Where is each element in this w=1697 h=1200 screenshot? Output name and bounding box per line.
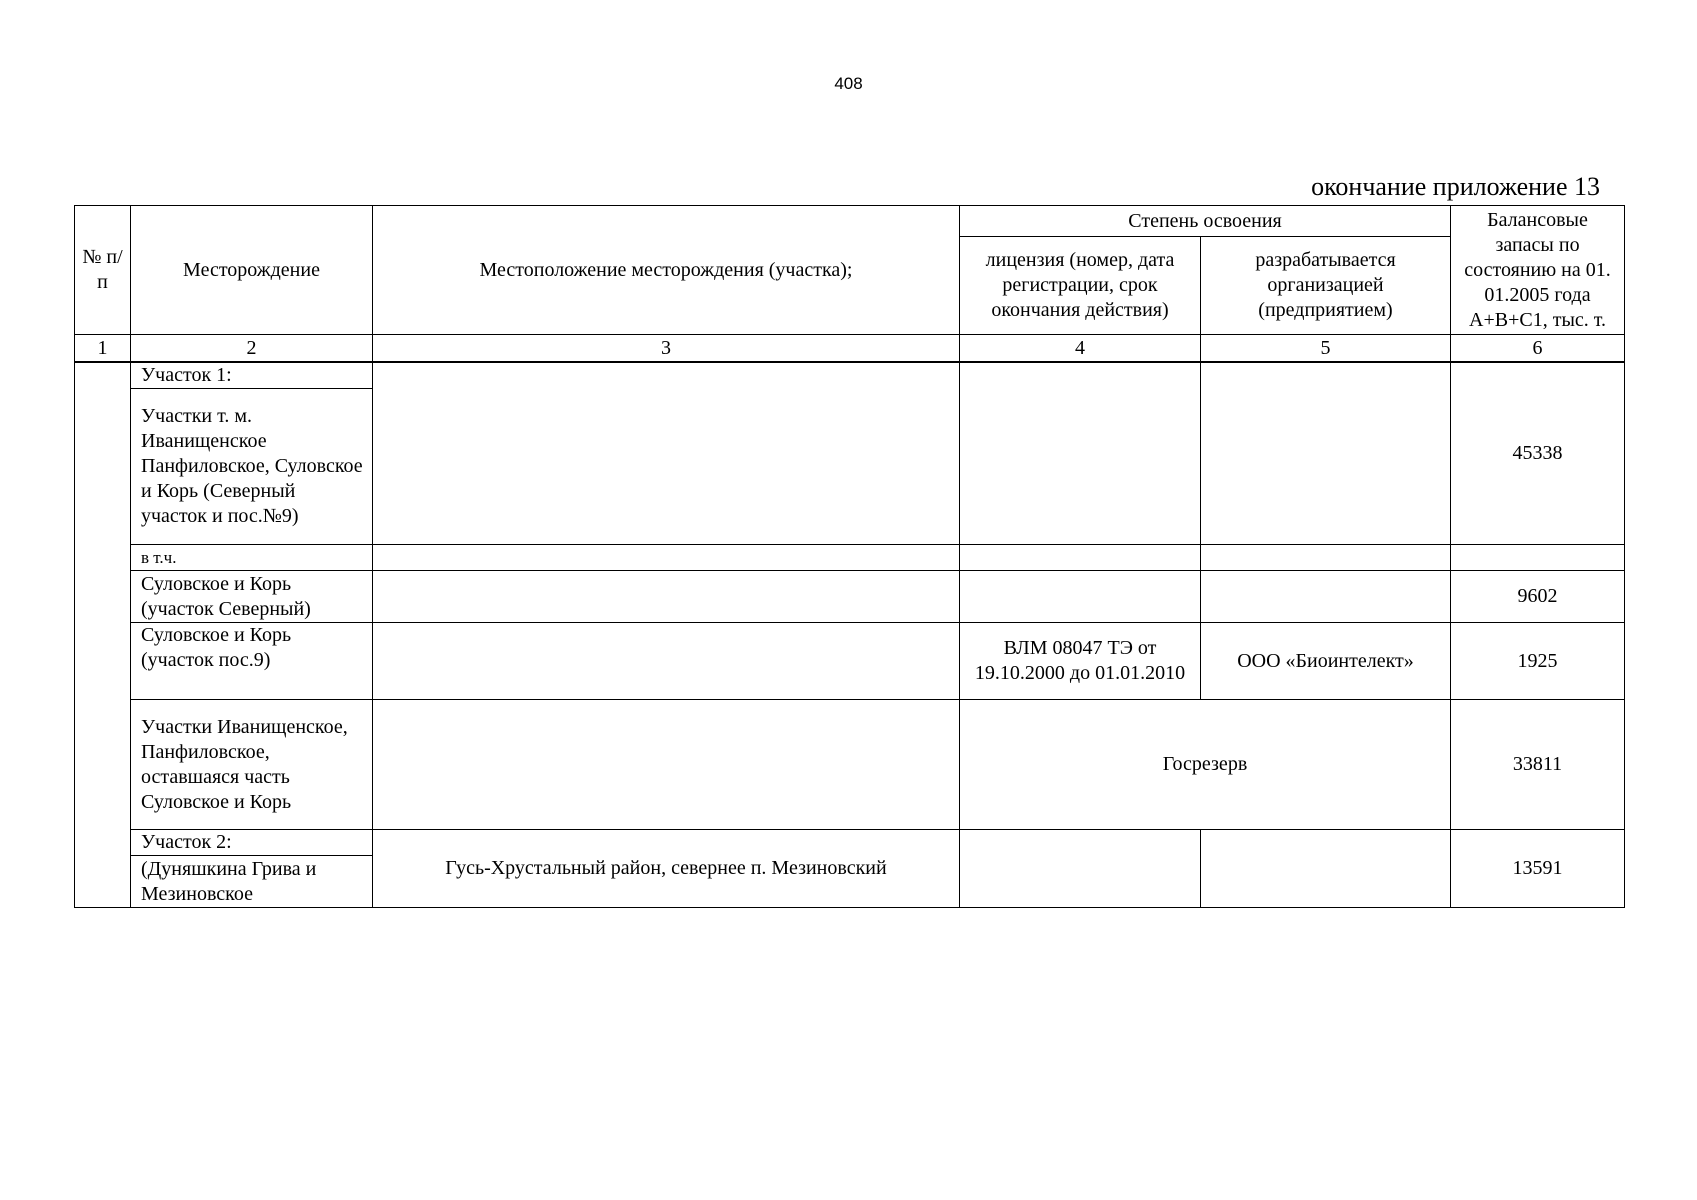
cell-location-empty xyxy=(373,362,960,545)
column-number: 5 xyxy=(1201,335,1451,363)
cell-num-empty xyxy=(75,362,131,908)
column-numbers-row xyxy=(75,335,1625,363)
table-row xyxy=(75,830,1625,856)
table-row xyxy=(75,545,1625,571)
page-number: 408 xyxy=(834,74,863,93)
header-num: № п/п xyxy=(75,206,131,335)
column-number: 3 xyxy=(373,335,960,363)
cell-deposit: Участки Иванищенское, Панфиловское, оставшаяся часть Суловское и Корь xyxy=(131,700,373,830)
cell-license-empty xyxy=(960,545,1201,571)
cell-reserves: 1925 xyxy=(1451,623,1625,700)
cell-location-empty xyxy=(373,545,960,571)
reserves-table xyxy=(74,205,1625,908)
cell-deposit: Участок 2: xyxy=(131,830,373,856)
cell-status: Госрезерв xyxy=(960,700,1451,830)
column-number: 2 xyxy=(131,335,373,363)
cell-deposit: Суловское и Корь (участок Северный) xyxy=(131,571,373,623)
table-row xyxy=(75,623,1625,700)
cell-location-empty xyxy=(373,700,960,830)
header-developer: разрабатывается организацией (предприятием) xyxy=(1201,237,1451,335)
table-row xyxy=(75,571,1625,623)
column-number: 4 xyxy=(960,335,1201,363)
cell-reserves: 9602 xyxy=(1451,571,1625,623)
header-row-1 xyxy=(75,206,1625,237)
cell-location-empty xyxy=(373,623,960,700)
cell-developer: ООО «Биоинтелект» xyxy=(1201,623,1451,700)
cell-deposit: Участок 1: xyxy=(131,362,373,389)
cell-deposit: Участки т. м. Иванищенское Панфиловское, Суловское и Корь (Северный участок и пос.№9) xyxy=(131,389,373,545)
header-reserves: Балансовые запасы по состоянию на 01. 01.2005 года А+В+С1, тыс. т. xyxy=(1451,206,1625,335)
cell-license-empty xyxy=(960,362,1201,545)
header-location: Местоположение месторождения (участка); xyxy=(373,206,960,335)
cell-deposit: Суловское и Корь (участок пос.9) xyxy=(131,623,373,700)
cell-license-empty xyxy=(960,830,1201,908)
header-license: лицензия (номер, дата регистрации, срок окончания действия) xyxy=(960,237,1201,335)
column-number: 1 xyxy=(75,335,131,363)
cell-license: ВЛМ 08047 ТЭ от 19.10.2000 до 01.01.2010 xyxy=(960,623,1201,700)
cell-reserves: 33811 xyxy=(1451,700,1625,830)
cell-reserves: 45338 xyxy=(1451,362,1625,545)
table-row xyxy=(75,700,1625,830)
cell-developer-empty xyxy=(1201,571,1451,623)
cell-developer-empty xyxy=(1201,830,1451,908)
cell-license-empty xyxy=(960,571,1201,623)
column-number: 6 xyxy=(1451,335,1625,363)
cell-location: Гусь-Хрустальный район, севернее п. Мезиновский xyxy=(373,830,960,908)
header-development: Степень освоения xyxy=(960,206,1451,237)
cell-reserves-empty xyxy=(1451,545,1625,571)
cell-location-empty xyxy=(373,571,960,623)
cell-deposit: в т.ч. xyxy=(131,545,373,571)
header-deposit: Месторождение xyxy=(131,206,373,335)
cell-deposit: (Дуняшкина Грива и Мезиновское xyxy=(131,856,373,908)
cell-developer-empty xyxy=(1201,362,1451,545)
cell-reserves: 13591 xyxy=(1451,830,1625,908)
table-row xyxy=(75,362,1625,389)
cell-developer-empty xyxy=(1201,545,1451,571)
table-caption: окончание приложение 13 xyxy=(1311,172,1600,201)
